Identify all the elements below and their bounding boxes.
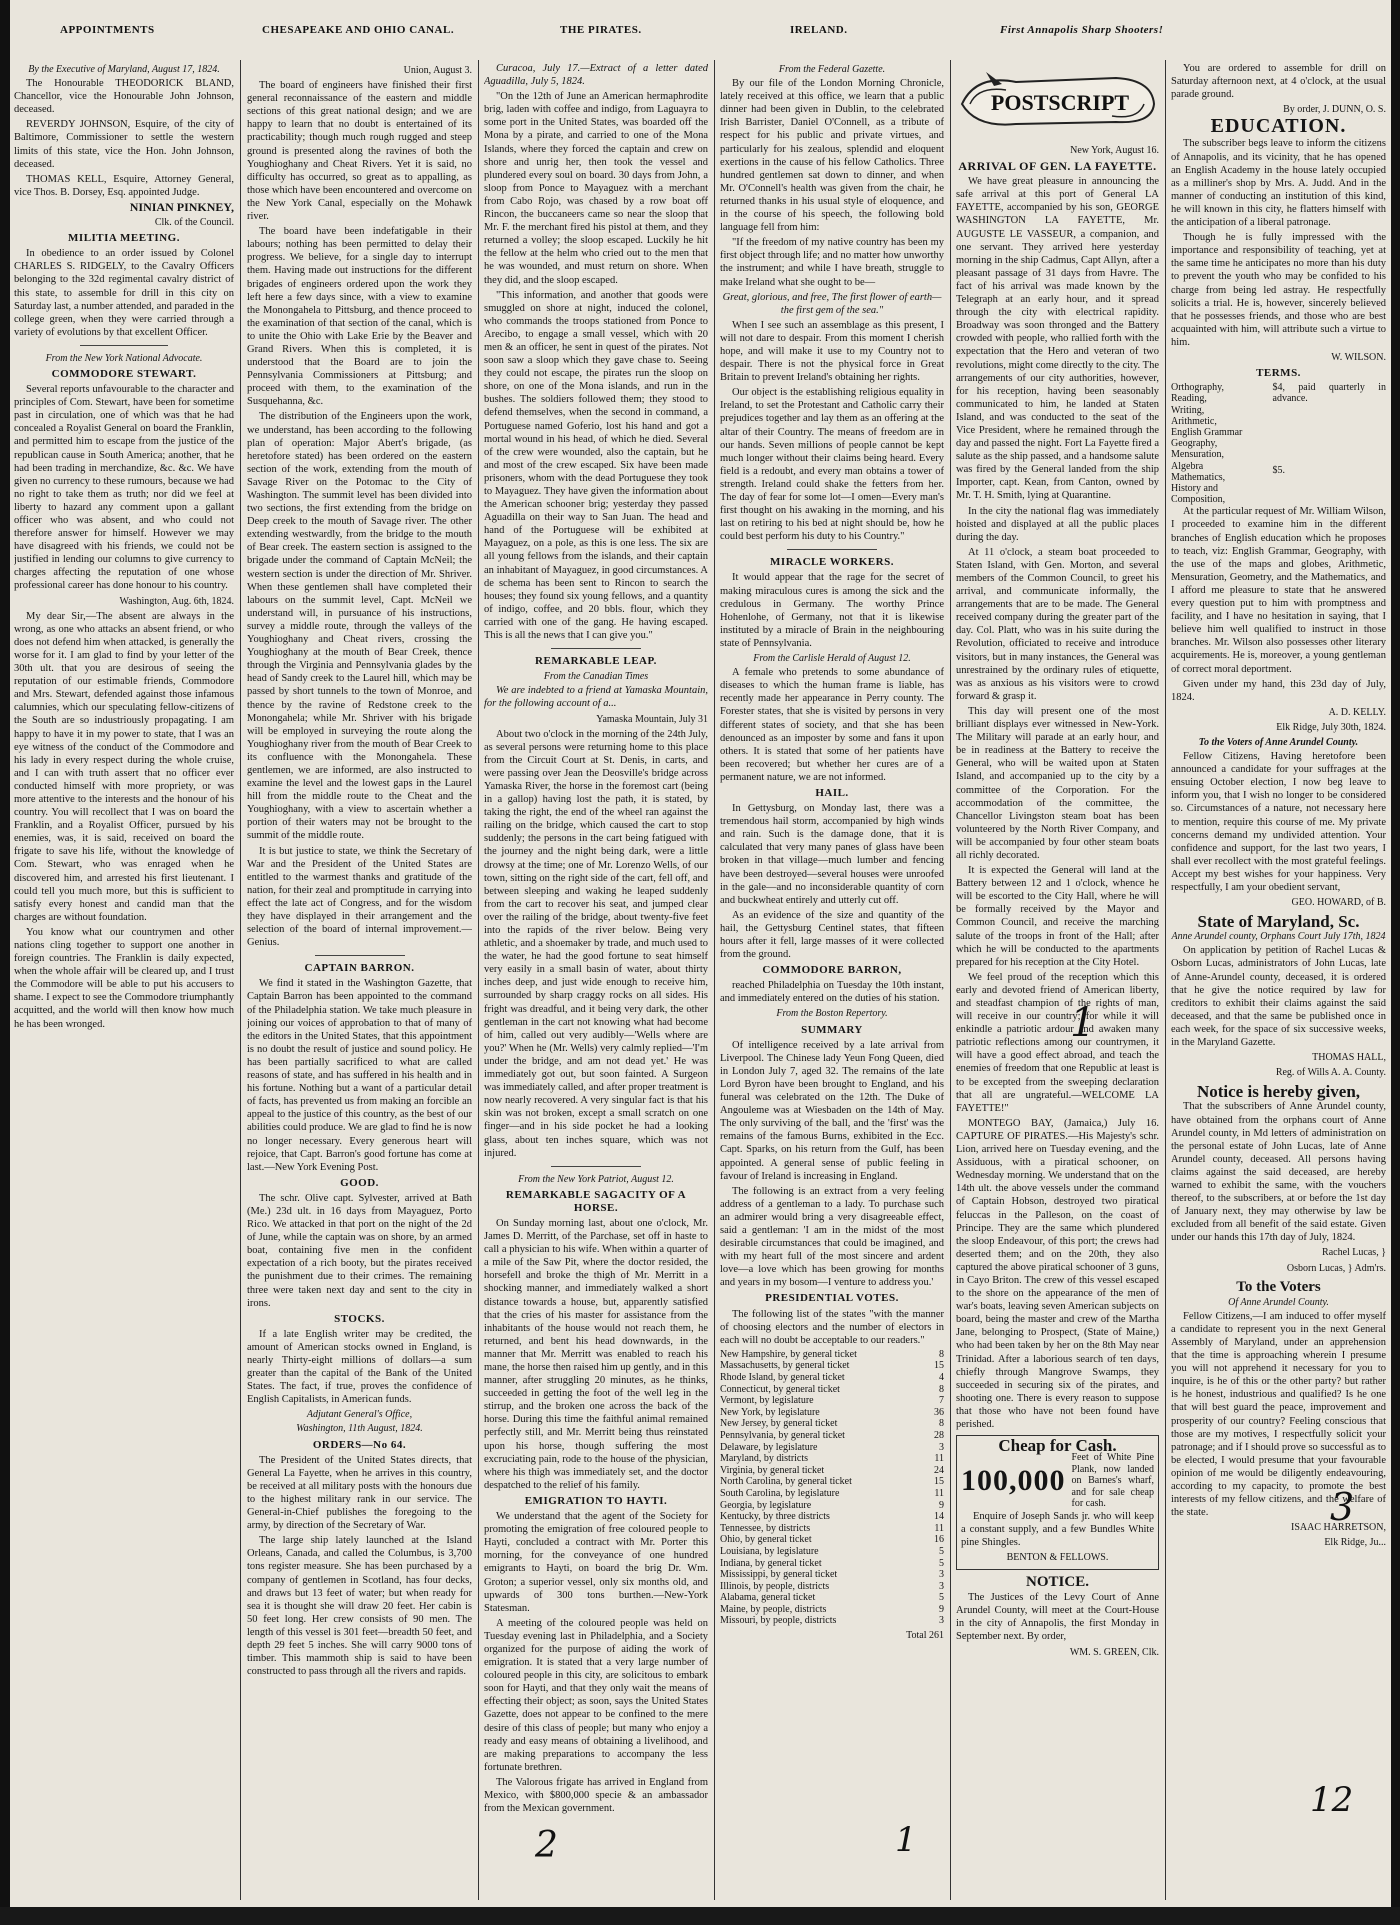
votes-count: 3 [939, 1569, 944, 1581]
votes-row [720, 1360, 944, 1372]
heading-state: State of Maryland, Sc. [1197, 912, 1360, 932]
heading-cash: Cheap for Cash. [998, 1436, 1117, 1456]
paragraph: We have great pleasure in announcing the safe arrival at this port of General LA FAYETTE, accompanied by his son, GEORGE WASHINGTON LA FAYETTE, Mr. AUGUSTE LE VASSEUR, a companion, and one servant. They arrived here yesterday morning in the ship Cadmus, Capt Allyn, after a pleasant passage of 31 days from Havre. The fact of his arrival was made known by the Telegraph at an early hour, and it spread through the city with electrical rapidity. Broadway was soon thronged and the Battery crowded with people, who rallied forth with the expectation that the Hero and veteran of two revolutions, might come directly to the city. The arrangements of our city authorities, however, for his reception, having been seasonably communicated to him, he landed at Staten Island, and was conducted to the seat of the Vice President, where he remained through the day and passed the night. Fort La Fayette fired a salute as the ship passed, and a handsome salute was fired by the General landed from the ship Importer, capt. Kean, from Canton, owned by Mr. T. H. Smith, lying at Quarantine. [956, 176, 1159, 502]
paragraph: When I see such an assemblage as this present, I will not dare to despair. From this moment I cherish hope, and will make it use to my Country not to despair. There is not the physical force in Great Britain to prevent Ireland's obtaining her rights. [720, 319, 944, 384]
paragraph: By our file of the London Morning Chronicle, lately received at this office, we learn that a public dinner had been given in Dublin, to the celebrated Irish Barrister, Daniel O'Connell, as a tribute of respect for his public and private virtues, and particularly for his zealous, splendid and eloquent exertions in the cause of his fellow Catholics. Three hundred gentlemen sat down to dinner, and when Mr. O'Connell's health was given from the chair, he returned thanks in his usual style of eloquence, and in the course of his speech, the following bold language fell from him: [720, 78, 944, 234]
signature: ISAAC HARRETSON, [1290, 1522, 1386, 1534]
votes-row [720, 1453, 944, 1465]
paragraph: Fellow Citizens,—I am induced to offer myself a candidate to represent you in the next General Assembly of Maryland, under an apprehension that the time is approaching wherein I presume you will not apprehend it necessary for you to inquire, is he of this or the other party? but rather is he honest, industrious and qualified? Is he one that will best guard the peace, improvement and prosperity of our country? Feeling conscious that those are my motives, I respectfully solicit your patronage; and if I should prove so successful as to be elected, I would presume that your favourable opinion of me would be diligently endeavouring, according to my capacity, to promote the best interests of my fellow citizens, and the welfare of the state. [1171, 1310, 1386, 1519]
votes-row [720, 1569, 944, 1581]
paragraph: On Sunday morning last, about one o'clock, Mr. James D. Merritt, of the Parchase, set off in haste to call a physician to his wife. When within a quarter of a mile of the Saw Pit, where the doctor resided, the horsefell and broke the thigh of Mr. Merritt in a shocking manner, and immediately walked a short distance towards a house, but, apparently satisfied that the cries of his master for assistance from the inhabitants of the house would not reach them, he returned, and bent his head downwards, in the manner that Mr. Merritt was enabled to reach his mane, the horse then raised him up gently, and in this manner, after struggling 20 minutes, as he thinks, succeeded in getting the foot of the well leg in the stirrup, and the broken one across the back of the horse. During this time the faithful animal remained perfectly still, and Mr. Merritt being thus reinstated upon his horse, though suffering the most excruciating pain, rode to the house of the physician, where his thigh was immediately set, and the doctor despatched to the relief of his family. [484, 1217, 708, 1491]
paragraph: MONTEGO BAY, (Jamaica,) July 16. CAPTURE OF PIRATES.—His Majesty's schr. Lion, arrived here on Tuesday evening, and the Assiduous, with a piratical schooner, on Wednesday morning. We understand that on the 14th ult. the above vessels under the command of Captain Hobson, destroyed two piratical feluccas in the Palleson, on the coast of Principe. They are the same which plundered the sloop Endeavour, of this port; the crews had deserted them; and on the 20th, they also captured the above piratical schooner of 3 guns, in Cayo Briton. The crew of this vessel escaped to the shore on the appearance of the men of war's boats, leaving seven American subjects on board, being the master and crew of the Martha Jane, belonging to Prospect, (State of Maine,) who had been taken by her on the 8th May near Trinidad. After a laborious search of ten days, chiefly through Mangrove Swamps, they succeeded in securing six of the pirates, and shooting one. There is every reason to suppose that those who have not been found have perished. [956, 1117, 1159, 1430]
paragraph: "This information, and another that goods were smuggled on shore at night, induced the colonel, who commands the troops stationed from Ponce to Arecibo, to engage a small vessel, which with 20 men & an officer, he sent in quest of the pirates. Not soon saw a sloop which they gave chase to. Seeing they could not escape, the pirates run the sloop on shore, on one of the Mona islands, and run in the bushes. The soldiers followed them; they stood to defend themselves, when the second in command, a Portuguese named Goferio, lost his hand and got a mortal wound in his head, of which he died. Several of the crew were wounded, also the captain, but he and most of the crew escaped. Six have been made prisoners, whom with the dead Portuguese they took to Mayaguez. They have given the information about the American schooner brig; yesterday they passed Aguadilla on their way to San Juan. The head and hand of the Portuguese will be exhibited at Mayaguez, on a pole, as this is one less. The six are all young fellows from the islands, and their captain an inhabitant of Mayaguez, in good circumstances. A de schema has been sent to Rincon to search the houses; they found six young fellows, and a quantity of indigo, coffee, and 20 bbls. flour, which they carried with one of the gang. He having escaped. This is all the news that I can give you." [484, 289, 708, 642]
votes-count: 9 [939, 1603, 944, 1615]
votes-count: 11 [934, 1453, 944, 1465]
signature: THOMAS HALL, [1312, 1052, 1386, 1064]
votes-state: Mississippi, by general ticket [720, 1569, 838, 1581]
heading-notice: NOTICE. [1026, 1574, 1089, 1591]
terms-item: Algebra [1171, 460, 1204, 472]
votes-row [720, 1534, 944, 1546]
votes-row [720, 1558, 944, 1570]
votes-state: Virginia, by general ticket [720, 1464, 825, 1476]
separator [315, 955, 405, 956]
paragraph: My dear Sir,—The absent are always in the wrong, as one who attacks an absent friend, or who does not defend him when attacked, is generally the worse for it. I am glad to find by your letter of the 30th ult. that you are desirous of seeing the reputation of our estimable friends, Commodore and Mrs. Stewart, defended against those infamous calumnies, which our speculating fellow-citizens of the South are so industriously propagating. I am happy to have it in my power to state, that I was an eye witness of the conduct of the Commodore and his lady in every respect during the whole cruise, and I can with truth assert that no officer ever conducted himself with more propriety, or was more attentive to the interests and the honour of his country. You will recollect that I was on board the Franklin, and a Royalist Officer, pursued by his enemies, was, it is said, received on board the frigate to save his life, without the knowledge of Com. Stewart, who was enraged when he discovered him, and arrested his first lieutenant. I could tell you much more, but this is sufficient to satisfy every honest and candid man that the charges are without foundation. [14, 610, 234, 923]
column-rule [950, 60, 951, 1900]
paragraph: "On the 12th of June an American hermaphrodite brig, laden with coffee and indigo, from Laguayra to some port in the United States, was boarded off the Mona by a pirate, and carried to one of the Mona Islands, where they forced the captain and crew on shore and unrig her, then took the vessel and plundered every soul on board. 30 days from John, a sloop from Ponce to Mayaguez with a merchant from Cabo Rojo, was chased by a row boat off Rincon, the buccaneers came so near the sloop that Mr. F. the merchant fired his pistol at them, and they returned a volley; the sloop escaped. Luckily he hit the fellow at the helm who cried out to the men that he was wounded, and must return on shore. When they did, and the sloop escaped. [484, 91, 708, 286]
paragraph: About two o'clock in the morning of the 24th July, as several persons were returning home to this place from the Circuit Court at St. Denis, in carts, and were passing over Jean the Deosville's bridge across Yamaska River, the horse in the foremost cart (being in a gallop) having lost the path, it is stated, by taking the right, the end of the wheel ran against the railing on the bridge, which caused the cart to stop suddenly; the persons in the cart being fatigued with the journey and the night being dark, were a little drowsy at the time; one of Mr. Lorenzo Wells, of our town, sitting on the right side of the cart, fell off, and between sleeping and waking he leaped suddenly from the cart to recover his seat, and jumped clear over the railing of the bridge, about twenty-five feet into the rapids of the river below. Being very athletic, and a shoemaker by trade, and much used to the water, he had the good fortune to seat himself very easily in a small basin of water, about thirty inches deep, and just wide enough to receive him, surrounded by sharp craggy rocks on all sides. His fright was dreadful, and it being very dark, the other gentleman in the cart not knowing what had become of him, called out very audibly—'Wells where are you?' When he (Mr. Wells) very calmly replied—'I'm under the bridge, and am not dead yet.' He was immediately got out, but soon fainted. A Surgeon was immediately called, and after proper treatment is now nearly recovered. A very singular fact is that his skin was not broken, except a small scratch on one finger—and in his side pocket he had a looking glass, about ten inches square, which was not injured. [484, 728, 708, 1159]
paragraph: It is but justice to state, we think the Secretary of War and the President of the United States are entitled to the warmest thanks and gratitude of the nation, for their zeal and promptitude in carrying into effect the late act of Congress, and for the wisdom they have displayed in their arrangement and the selection of the board of internal improvement.—Genius. [247, 845, 472, 949]
signature: GEO. HOWARD, of B. [1291, 897, 1386, 909]
signature: W. WILSON. [1331, 351, 1386, 363]
votes-count: 36 [934, 1406, 944, 1418]
votes-row [720, 1349, 944, 1361]
terms-item: Orthography, [1171, 382, 1224, 394]
paragraph: The large ship lately launched at the Island Orleans, Canada, and called the Columbus, is 3,700 tons register measure. She has been purchased by a company of gentlemen in Scotland, has four decks, and draws but 13 feet of water; but when ready for sea it is thought she will draw 20 feet. Her cabin is 50 feet long. Her crew consists of 90 men. The length of this vessel is 301 feet—breadth 50 feet, and depth 29 feet 5 inches. She will carry 9000 tons of timber. This mammoth ship is said to have been constructed to pass through all the rivers and rapids. [247, 1535, 472, 1678]
paragraph: Of intelligence received by a late arrival from Liverpool. The Chinese lady Yeun Fong Queen, died in London July 7, aged 32. The remains of the late Lord Byron have been brought to England, and his funeral was celebrated on the 12th. The Duke of Angouleme was at Wiesbaden on the 14th of May. The only surviving of the ball, and the 'first' was the remains of the famous Burns, exhibited in the Ecc. Capt. Sparks, on his return from the Gulf, has been appointed. A general sense of public feeling in favour of Ireland is increasing in England. [720, 1039, 944, 1182]
paragraph: We find it stated in the Washington Gazette, that Captain Barron has been appointed to the command of the Philadelphia station. We take much pleasure in joining our voices of approbation to that of many of the editors in the United States, that this appointment is no doubt the result of justice and sound policy. He has been partially sacrificed to what are called reasons of state, and has suffered in his health and in his fortune. Nothing but a want of a particular detail of facts, has prevented us from making an forcible an appeal to the justice of this country, as the best of our abilities could produce. We are glad to find he is now no longer necessary. Every generous heart will rejoice, that Capt. Barron's good fortune has come at last.—New York Evening Post. [247, 978, 472, 1173]
paragraph: The following list of the states "with the manner of choosing electors and the number of electors in each will no doubt be acceptable to our readers." [720, 1308, 944, 1346]
votes-count: 11 [934, 1487, 944, 1499]
signature: Elk Ridge, Ju... [1324, 1537, 1386, 1549]
separator [80, 345, 168, 346]
handwritten-mark: 2 [535, 1825, 558, 1866]
paragraph: We feel proud of the reception which this early and devoted friend of American liberty, and steadfast champion of the rights of man, will receive in our country; for while it will enkindle a patriotic ardour and awaken many patriotic reflections among our countrymen, it will have a good effect abroad, and teach the enemies of freedom that one Republic at least is to be excepted from the sweeping declaration that all are ungrateful.—WELCOME LA FAYETTE!" [956, 971, 1159, 1114]
terms-item: Geography, [1171, 438, 1218, 450]
votes-row [720, 1604, 944, 1616]
dateline: Union, August 3. [403, 65, 472, 76]
paragraph: A female who pretends to some abundance of diseases to which the human frame is liable, has recently made her appearance in Perry county. The Forester states, that she is visited by persons in very different states of society, and that she has been denounced as an imposter by some and fans it upon others. It is stated that some of her patients have been recovered; but whether her cures are of a permanent nature, we are not informed. [720, 667, 944, 783]
votes-count: 15 [934, 1476, 944, 1488]
runhead-sharpshooters: First Annapolis Sharp Shooters! [1000, 24, 1164, 36]
signature: WM. S. GREEN, Clk. [1069, 1646, 1159, 1658]
dateline: Washington, Aug. 6th, 1824. [119, 595, 234, 607]
scan-edge-left [0, 0, 10, 1925]
votes-state: Massachusetts, by general ticket [720, 1360, 850, 1372]
signature: Rachel Lucas, } [1322, 1247, 1386, 1259]
heading-good: GOOD. [340, 1176, 379, 1189]
handwritten-mark: 12 [1310, 1780, 1354, 1820]
paragraph: In obedience to an order issued by Colonel CHARLES S. RIDGELY, to the Cavalry Officers belonging to the 32d regimental cavalry district of this state, to assemble for drill in this city on Saturday last, a number attended, and paraded in the college green, when they were carried through a variety of evolutions by that excellent Officer. [14, 248, 234, 338]
paragraph: That the subscribers of Anne Arundel county, have obtained from the orphans court of Anne Arundel county, in Md letters of administration on the personal estate of John Lucas, late of Anne Arundel county, deceased. All persons having claims against the said deceased, are hereby warned to exhibit the same, with the vouchers thereof, to the subscribers, at or before the 1st day of January next, they may otherwise by law be excluded from all benefit of the said estate. Given under our hands this 17th day of July, 1824. [1171, 1101, 1386, 1244]
paragraph: You know what our countrymen and other nations cling together to support one another in foreign countries. The Franklin is daily expected, when the whole affair will be cleared up, and I trust the Commodore will be able to put his accusers to shame. I expect to see the Commodore triumphantly acquitted, and the world will then know how much he has been wronged. [14, 926, 234, 1030]
votes-state: Indiana, by general ticket [720, 1557, 822, 1569]
runhead-pirates: THE PIRATES. [560, 24, 642, 36]
votes-count: 5 [939, 1592, 944, 1604]
votes-count: 3 [939, 1441, 944, 1453]
paragraph: Our object is the establishing religious equality in Ireland, to set the Protestant and Catholic carry their prejudices together and lay them as an offering at the altar of their Country. The means of freedom are in our hands. Seven millions of people cannot be kept much longer without their claims being heard. Every field is a redoubt, and every man obtains a tower of strength. Ireland could shake the fetters from her. The day of fear for some lot—I omen—Every man's first thought on his awaking in the morning, and his last on retiring to his bed at night should be, how he could best perform his duty to his Country." [720, 387, 944, 543]
terms-item: Mensuration, [1171, 449, 1225, 461]
votes-row [720, 1418, 944, 1430]
paragraph: It would appear that the rage for the secret of making miraculous cures is among the sick and the credulous in Germany. The worthy Prince Hohenlohe, of Germany, not that it is likewise instituted by a miracle of Brain in the neighbouring state of Pennsylvania. [720, 572, 944, 649]
source-line: From the Canadian Times [543, 671, 649, 683]
paragraph: The Valorous frigate has arrived in England from Mexico, with $800,000 specie & an ambassador from the Mexican government. [484, 1776, 708, 1815]
votes-row [720, 1523, 944, 1535]
votes-count: 3 [939, 1615, 944, 1627]
votes-row [720, 1581, 944, 1593]
votes-state: North Carolina, by general ticket [720, 1476, 852, 1488]
column-rule [240, 60, 241, 1900]
heading-barron: CAPTAIN BARRON. [304, 962, 415, 975]
paragraph: The distribution of the Engineers upon the work, we understand, has been according to the following plan of operation: Major Abert's brigade, (as heretofore stated) has been ordered on the eastern section of the work, extending from the mouth of Savage River on the Potomac to the City of Washington. The summit level has been divided into two sections, the first extending from the bridge on Deep creek to the mouth of Savage river. The other extending westwardly, from the bridge to the mouth of Bear creek. The eastern section is assigned to the brigade under the command of Captain McNeil; the western section is under the direction of Mr. Shriver. When these gentlemen shall have completed their labours on the summit level, Capt. McNeil we understand will, in pursuance of his instructions, survey a middle route, through the valleys of the Youghioghany and Cheat rivers, crossing the Youghioghany at the mouth of Bear Creek, thence through the Virginia and Pennsylvania glades by the head of Sandy creek to the Laurel hill, which may be passed by short tunnels to the town of Monroe, and thence by the ravine of Redstone creek to the Monongahela; while Mr. Shriver with his brigade will be employed in surveying the route along the Youghioghany river from the mouth of Bear Creek to its confluence with the Monongahela. These gentlemen, we are informed, are also instructed to examine the level and the lowest gaps in the Laurel hill from the middle route to the Cheat and the Youghioghany, with a view to ascertain whether a portion of their waters may not be brought to the summit of the middle route. [247, 411, 472, 842]
votes-row [720, 1500, 944, 1512]
postscript-scroll-ornament-icon [956, 64, 1159, 138]
paragraph: At the particular request of Mr. William Wilson, I proceeded to examine him in the different branches of English education which he proposes to teach, viz: English Grammar, Geography, with the use of the maps and globes, Arithmetic, Mensuration, Geometry, and the Mathematics, and I afford me pleasure to state that he answered every question put to him with promptness and facility, and I have no hesitation in saying, that I believe him well qualified to instruct in those branches. Mr. Wilson also possesses other literary acquirements. He is, moreover, a young gentleman of correct moral deportment. [1171, 506, 1386, 675]
cash-quantity: 100,000 [961, 1463, 1066, 1497]
paragraph: The subscriber begs leave to inform the citizens of Annapolis, and its vicinity, that he has opened an English Academy in the house lately occupied as a milliner's shop by Mrs. A. Judd. And in the manner of conducting an institution of this kind, he will known in this city, he flatters himself with the anticipation of a liberal patronage. [1171, 138, 1386, 229]
scan-edge-right [1391, 0, 1400, 1925]
heading-barron: COMMODORE BARRON, [762, 964, 902, 977]
heading-education: EDUCATION. [1210, 115, 1347, 138]
paragraph: Enquire of Joseph Sands jr. who will keep a constant supply, and a few Bundles White pine Shingles. [961, 1510, 1154, 1548]
terms-item: History and [1171, 482, 1218, 494]
votes-row [720, 1592, 944, 1604]
heading-orders: ORDERS—No 64. [312, 1438, 407, 1451]
column-2 [247, 62, 472, 1897]
votes-list [720, 1349, 944, 1627]
separator [551, 1166, 641, 1167]
votes-count: 15 [934, 1360, 944, 1372]
heading-militia: MILITIA MEETING. [68, 232, 180, 245]
votes-state: Pennsylvania, by general ticket [720, 1429, 845, 1441]
votes-row [720, 1407, 944, 1419]
paragraph: The Honourable THEODORICK BLAND, Chancellor, vice the Honourable John Johnson, deceased. [14, 78, 234, 116]
paragraph: This day will present one of the most brilliant displays ever witnessed in New-York. The Military will parade at an early hour, and be in readiness at the Battery to receive the General, who will be waited upon at Staten Island, and accompanied up to the city by a committee of the Corporation. For the accommodation of the committee, the Chancellor Livingston steam boat has been volunteered by the North River Company, and will be accompanied by four other steam boats all richly decorated. [956, 705, 1159, 861]
signature: Osborn Lucas, } Adm'rs. [1286, 1262, 1386, 1274]
signature: A. D. KELLY. [1328, 706, 1386, 718]
heading-hayti: EMIGRATION TO HAYTI. [524, 1494, 668, 1507]
paragraph: "If the freedom of my native country has been my first object through life; and no matter how unworthy the instrument; and while I have breath, struggle to make Ireland what she ought to be— [720, 237, 944, 288]
paragraph: THOMAS KELL, Esquire, Attorney General, vice Thos. B. Dorsey, Esq. appointed Judge. [14, 173, 234, 198]
votes-state: Maine, by people, districts [720, 1603, 827, 1615]
votes-state: Connecticut, by general ticket [720, 1383, 840, 1395]
paragraph: The following is an extract from a very feeling address of a gentleman to a lady. To purchase such an admirer would bring a very disagreeable effect, said a gentleman: 'I am in the midst of the most desirable circumstances that could be imagined, and with my heart full of the most sincere and ardent love—a love which has been growing for months and years in my bosom—I venture to address you.' [720, 1185, 944, 1289]
paragraph: Fellow Citizens, Having heretofore been announced a candidate for your suffrages at the ensuing October election, I now beg leave to inform you, that I wish no longer to be considered so. Circumstances of a nature, not necessary here to mention, require this course of me. My private concerns demand my undivided attention. Your confidence and support, for the last two years, I shall ever recollect with the most grateful feelings. Accept my best wishes for your happiness. Very respectfully, I am your obedient servant, [1171, 751, 1386, 894]
paragraph: REVERDY JOHNSON, Esquire, of the city of Baltimore, Commissioner to settle the western limits of this state, vice the Hon. John Johnson, deceased. [14, 119, 234, 170]
dateline: Elk Ridge, July 30th, 1824. [1276, 721, 1386, 733]
voters2-sub: Of Anne Arundel County. [1228, 1296, 1329, 1308]
paragraph: Given under my hand, this 23d day of July, 1824. [1171, 678, 1386, 703]
votes-count: 5 [939, 1545, 944, 1557]
heading-voters2: To the Voters [1236, 1278, 1321, 1295]
signature: BENTON & FELLOWS. [1006, 1551, 1109, 1563]
votes-state: Georgia, by legislature [720, 1499, 812, 1511]
heading-terms: TERMS. [1256, 367, 1301, 380]
votes-count: 8 [939, 1348, 944, 1360]
votes-state: Kentucky, by three districts [720, 1511, 830, 1523]
paragraph: The board have been indefatigable in their labours; nothing has been permitted to delay their progress. We believe, for a single day to interrupt them. Having made out instructions for the different brigades of engineers ordered upon the work they left here a few days since, with a view to examine the Monongahela to Pittsburg, and thence proceed to the examination of that section of the canal, which is to unite the Ohio with Lake Erie by the Beaver and Grand Rivers. When this is completed, it is understood that the Board are to join the Pennsylvania Commissioners at Pittsburg; and proceed with them, to the examination of the Susquehanna, &c. [247, 226, 472, 408]
votes-state: New Hampshire, by general ticket [720, 1348, 857, 1360]
votes-count: 28 [934, 1429, 944, 1441]
column-4 [720, 62, 944, 1897]
paragraph: At 11 o'clock, a steam boat proceeded to Staten Island, with Gen. Morton, and several members of the Common Council, to greet his arrival, and communicate informally, the arrangements that are to be made. The General received company during the greater part of the day. Col. Platt, who was in his suite during the Revolution, officiated to receive and introduce visitors, but in many instances, the General was unrestrained by the ordinary rules of etiquette, was as anxious as his visitors were to crowd forward & grasp it. [956, 546, 1159, 702]
votes-state: Ohio, by general ticket [720, 1534, 812, 1546]
terms-item: Arithmetic, [1171, 415, 1217, 427]
runhead-ireland: IRELAND. [790, 24, 848, 36]
paragraph: We understand that the agent of the Society for promoting the emigration of free coloured people to Hayti, concluded a contract with Mr. Porter this morning, for the conveyance of one hundred emigrants to Hayti, on board the brig Dr. Wm. Groton; a superior vessel, only six months old, and upwards of 300 tons burthen.—New-York Statesman. [484, 1511, 708, 1614]
column-rule [478, 60, 479, 1900]
source-line: From the Carlisle Herald of August 12. [753, 653, 911, 665]
dateline: Yamaska Mountain, July 31 [596, 713, 708, 725]
votes-count: 4 [939, 1372, 944, 1383]
votes-state: Alabama, general ticket [720, 1592, 816, 1604]
votes-count: 3 [939, 1580, 944, 1592]
votes-total: Total 261 [906, 1630, 944, 1642]
dateline: New York, August 16. [1070, 145, 1159, 156]
dateline: Curacoa, July 17.—Extract of a letter dated Aguadilla, July 5, 1824. [484, 63, 708, 88]
votes-state: New York, by legislature [720, 1406, 820, 1418]
paragraph: The President of the United States directs, that General La Fayette, when he arrives in this country, be received at all military posts with the honours due to the highest military rank in our service. The General-in-Chief publishes the foregoing to the army, by direction of the Secretary of War. [247, 1454, 472, 1532]
column-6 [1171, 62, 1386, 1897]
column-1 [14, 62, 234, 1897]
votes-state: Louisiana, by legislature [720, 1545, 819, 1557]
heading-stocks: STOCKS. [334, 1312, 385, 1325]
column-5 [956, 62, 1159, 1897]
votes-count: 5 [939, 1557, 944, 1569]
votes-count: 11 [934, 1522, 944, 1534]
terms-item: Composition, [1171, 494, 1226, 506]
column-rule [1165, 60, 1166, 1900]
terms-list [1171, 382, 1267, 505]
votes-count: 16 [934, 1534, 944, 1546]
votes-row [720, 1615, 944, 1627]
runhead-appointments: APPOINTMENTS [60, 24, 155, 36]
separator [787, 549, 877, 550]
votes-count: 14 [934, 1511, 944, 1523]
source-line: From the New York National Advocate. [45, 352, 203, 364]
votes-state: Tennessee, by districts [720, 1522, 811, 1534]
handwritten-mark: 1 [1070, 1000, 1096, 1046]
votes-state: Rhode Island, by general ticket [720, 1372, 845, 1383]
orders-head: Adjutant General's Office, [306, 1409, 413, 1421]
paragraph: On application by petition of Rachel Lucas & Osborn Lucas, administrators of John Lucas, late of Anne-Arundel county, deceased, it is ordered that he give the notice required by law for creditors to exhibit their claims against the said deceased, and that the same be published once in each week, for the space of six successive weeks, in the Maryland Gazette. [1171, 945, 1386, 1049]
terms-fee: $5. [1272, 464, 1285, 476]
column-3 [484, 62, 708, 1897]
votes-state: Illinois, by people, districts [720, 1580, 830, 1592]
terms-item: English Grammar [1171, 426, 1243, 438]
votes-row [720, 1511, 944, 1523]
votes-count: 9 [939, 1499, 944, 1511]
paragraph: Though he is fully impressed with the importance and responsibility of teaching, yet at the same time he anticipates no more than his duty to prevent the youth who may be confided to his charge from being led astray. He respectfully solicits a trial. He is, however, sincerely believed that he possesses friends, and those who are best acquainted with him, will attribute such a virtue to him. [1171, 232, 1386, 348]
source-line: From the Boston Repertory. [776, 1008, 888, 1020]
separator [551, 648, 641, 649]
handwritten-mark: 1 [895, 1820, 917, 1860]
orders-date: Washington, 11th August, 1824. [296, 1423, 423, 1435]
paragraph: The Justices of the Levy Court of Anne Arundel County, will meet at the Court-House in the city of Annapolis, the first Monday in September next. By order, [956, 1592, 1159, 1643]
paragraph: If a late English writer may be credited, the amount of American stocks owned in England, is nearly Thirty-eight millions of dollars—a sum greater than the capital of the Bank of the United States. The fact, if true, proves the confidence of English Capitalists, in American funds. [247, 1328, 472, 1406]
paragraph: A meeting of the coloured people was held on Tuesday evening last in Philadelphia, and a Society organized for the purpose of aiding the work of emigration. It is stated that a very large number of coloured people in this city, are solicitous to embark soon for Hayti, and that they only wait the means of effecting their object; as soon, says the United States Gazette, does not appear to be confined to the mere desire of this class of people; but many who enjoy a ready and easy means of obtaining a livelihood, and are making preparations to accompany the less fortunate brethren. [484, 1617, 708, 1773]
postscript-title: POSTSCRIPT [990, 90, 1130, 115]
heading-voters: To the Voters of Anne Arundel County. [1198, 736, 1359, 748]
votes-row [720, 1546, 944, 1558]
votes-state: Missouri, by people, districts [720, 1615, 837, 1627]
paragraph: In Gettysburg, on Monday last, there was a tremendous hail storm, accompanied by high winds and rain. Such is the damage done, that it is calculated that very many panes of glass have been broken in that village—much lumber and fencing have been destroyed—several houses were unroofed in the gale—and no inconsiderable quantity of corn and buckwheat entirely and utterly cut off. [720, 803, 944, 906]
heading-summary: SUMMARY [801, 1023, 863, 1036]
terms-item: Writing, [1171, 404, 1205, 416]
column-rule [714, 60, 715, 1900]
votes-count: 24 [934, 1464, 944, 1476]
signature-title: Clk. of the Council. [154, 217, 234, 229]
appointments-sub: By the Executive of Maryland, August 17, 1824. [28, 64, 220, 75]
runhead-canal: CHESAPEAKE AND OHIO CANAL. [262, 24, 455, 36]
paragraph: The board of engineers have finished their first general reconnaissance of the eastern and middle sections of this great national design; and we are happy to learn that no doubt is entertained of its practicability; though much rough rugged and steep ground is presented along the ravines of both the Youghioghany and Cheat Rivers. Yet it is said, no difficulty has occurred, so great as to appalling, as those which have been encountered and overcome on the New York Canal, especially on the Mohawk river. [247, 80, 472, 223]
heading-leap: REMARKABLE LEAP. [535, 655, 657, 668]
votes-state: New Jersey, by general ticket [720, 1418, 838, 1430]
votes-row [720, 1384, 944, 1396]
scan-edge-bottom [0, 1907, 1400, 1925]
source-line: From the Federal Gazette. [778, 64, 886, 75]
votes-state: South Carolina, by legislature [720, 1487, 840, 1499]
paragraph: reached Philadelphia on Tuesday the 10th instant, and immediately entered on the duties of his station. [720, 980, 944, 1005]
votes-row [720, 1488, 944, 1500]
paragraph: You are ordered to assemble for drill on Saturday afternoon next, at 4 o'clock, at the usual parade ground. [1171, 63, 1386, 101]
heading-miracle: MIRACLE WORKERS. [770, 556, 894, 569]
verse: Great, glorious, and free, The first flower of earth—the first gem of the sea." [722, 291, 942, 316]
heading-notice: Notice is hereby given, [1196, 1082, 1361, 1102]
votes-row [720, 1372, 944, 1384]
votes-state: Maryland, by districts [720, 1453, 809, 1465]
terms-fee: $4, paid quarterly in advance. [1272, 382, 1386, 405]
votes-count: 7 [939, 1395, 944, 1407]
signature: NINIAN PINKNEY, [129, 199, 234, 214]
signature: By order, J. DUNN, O. S. [1283, 104, 1386, 116]
state-sub: Anne Arundel county, Orphans Court July 17th, 1824 [1171, 931, 1386, 943]
votes-row [720, 1465, 944, 1477]
paragraph: In the city the national flag was immediately hoisted and displayed at all the public places during the day. [956, 505, 1159, 543]
heading-horse: REMARKABLE SAGACITY OF A HORSE. [505, 1188, 687, 1214]
heading-lafayette: ARRIVAL OF GEN. LA FAYETTE. [958, 159, 1157, 174]
votes-row [720, 1430, 944, 1442]
terms-item: Reading, [1171, 393, 1207, 405]
paragraph: We are indebted to a friend at Yamaska Mountain, for the following account of a... [484, 685, 708, 710]
votes-row [720, 1476, 944, 1488]
paragraph: As an evidence of the size and quantity of the hail, the Gettysburg Centinel states, that fifteen hours after it fell, large masses of it were collected from the ground. [720, 909, 944, 961]
heading-stewart: COMMODORE STEWART. [51, 367, 197, 380]
votes-count: 8 [939, 1383, 944, 1395]
heading-votes: PRESIDENTIAL VOTES. [765, 1292, 899, 1305]
paragraph: It is expected the General will land at the Battery between 12 and 1 o'clock, whence he will be escorted to the City Hall, where he will be formally received by the Mayor and Common Council, and receive the marching salute of the troops in front of the Hall; after which he will be conducted to the apartments prepared for his reception at the City Hotel. [956, 865, 1159, 968]
paragraph: Several reports unfavourable to the character and principles of Com. Stewart, have been for sometime past in circulation, one of which was that he had concealed a Royalist General on board the Franklin, and permitted him to escape from the justice of the republican cause in South America; another, that he had been trading in merchandize, &c. &c. We have given no currency to these rumours, because we had no right to take them as truth; nor did we feel at liberty to hazard any comment upon a gallant officer who was absent, and who could not therefore answer for himself. However we may have disagreed with his friends, we could not be justified in lending our columns to give currency to charges affecting the reputation of one whose professional career has done honour to his country. [14, 384, 234, 592]
votes-row [720, 1442, 944, 1454]
signature-title: Reg. of Wills A. A. County. [1275, 1067, 1386, 1079]
terms-item: Mathematics, [1171, 471, 1226, 483]
votes-count: 8 [939, 1418, 944, 1430]
handwritten-mark: 3 [1330, 1485, 1355, 1529]
source-line: From the New York Patriot, August 12. [518, 1173, 674, 1185]
cash-advertisement [956, 1435, 1159, 1570]
postscript-masthead [956, 64, 1159, 138]
votes-row [720, 1395, 944, 1407]
votes-state: Vermont, by legislature [720, 1395, 814, 1407]
votes-state: Delaware, by legislature [720, 1441, 818, 1453]
heading-hail: HAIL. [815, 786, 849, 799]
paragraph: The schr. Olive capt. Sylvester, arrived at Bath (Me.) 23d ult. in 16 days from Mayaguez, Porto Rico. We attacked in that port on the night of the 2d of June, while the captain was on shore, by an armed boat, containing five men in the confident expectation of a rich booty, but the pirates received the punishment due to their crimes. The remaining three were taken next day and sent to the city in irons. [247, 1192, 472, 1309]
cash-description: Feet of White Pine Plank, now landed on Barnes's wharf, and for sale cheap for cash. [1071, 1452, 1154, 1510]
